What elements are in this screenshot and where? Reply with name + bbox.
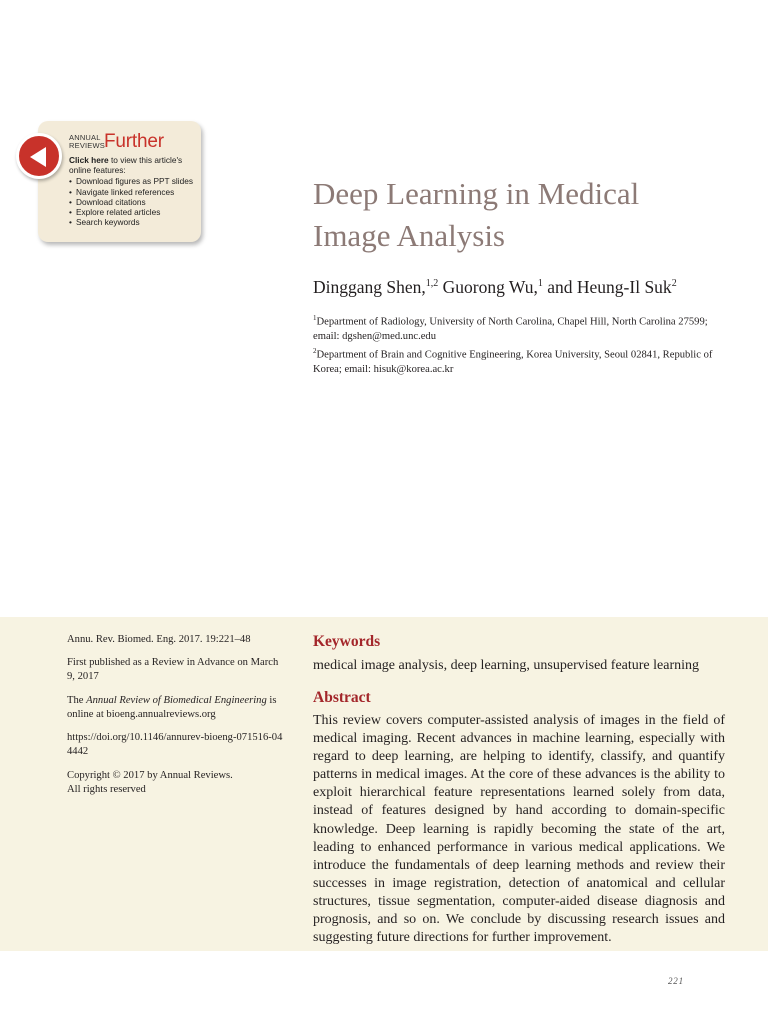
further-description <box>69 155 197 227</box>
left-arrow-icon <box>27 145 51 169</box>
author-affiliation-marker: 2 <box>671 278 677 290</box>
keywords-list: medical image analysis, deep learning, unsupervised feature learning <box>313 658 700 673</box>
rights-text: All rights reserved <box>67 784 146 795</box>
first-published-note: First published as a Review in Advance on March 9, 2017 <box>67 657 279 682</box>
page-number: 221 <box>668 976 684 986</box>
article-title-line-2: Image Analysis <box>313 218 505 253</box>
journal-url-text: is online at bioeng.annualreviews.org <box>67 695 277 720</box>
affiliation-2 <box>313 344 723 377</box>
keywords-heading: Keywords <box>313 633 381 650</box>
affiliation-1 <box>313 311 723 344</box>
author-affiliation-marker: 1,2 <box>425 278 439 290</box>
back-arrow-button[interactable] <box>16 133 62 179</box>
further-wordmark: Further <box>104 131 164 152</box>
further-feature-item[interactable]: • Search keywords <box>69 217 197 227</box>
author-name: Guorong Wu, <box>438 277 538 297</box>
affiliation-marker: 1 <box>313 314 317 322</box>
affiliation-text: Department of Brain and Cognitive Engineering, Korea University, Seoul 02841, Republic of Korea; email: hisuk@korea.ac.kr <box>313 349 713 375</box>
annual-reviews-wordmark: ANNUAL REVIEWS <box>69 133 105 150</box>
affiliation-text: Department of Radiology, University of North Carolina, Chapel Hill, North Carolina 27599; email: dgshen@med.unc.edu <box>313 316 708 342</box>
journal-online-note <box>67 694 287 722</box>
further-feature-item[interactable]: • Explore related articles <box>69 207 197 217</box>
further-feature-item[interactable]: • Download citations <box>69 197 197 207</box>
further-features-list <box>69 176 197 227</box>
affiliation-marker: 2 <box>313 347 317 355</box>
click-here-link[interactable]: Click here <box>69 155 109 165</box>
article-title-line-1: Deep Learning in Medical <box>313 176 640 211</box>
author-name: Dinggang Shen, <box>313 277 426 297</box>
author-affiliation-marker: 1 <box>537 278 543 290</box>
citation-info: Annu. Rev. Biomed. Eng. 2017. 19:221–48 <box>67 634 251 645</box>
author-list <box>313 277 753 298</box>
annual-reviews-further-widget[interactable] <box>16 121 202 244</box>
abstract-body: This review covers computer-assisted analysis of images in the field of medical imaging. Recent advances in machine learning, especially with regard to deep learning, are helping to identify, classify, and quantify patterns in medical images. At the core of these advances is the ability to exploit hierarchical feature representations learned solely from data, instead of features designed by hand according to domain-specific knowledge. Deep learning is rapidly becoming the state of the art, leading to enhanced performance in various medical applications. We introduce the fundamentals of deep learning methods and review their successes in image registration, detection of anatomical and cellular structures, tissue segmentation, computer-aided disease diagnosis and prognosis, and so on. We conclude by discussing research issues and suggesting future directions for further improvement. <box>313 713 725 946</box>
journal-name: Annual Review of Biomedical Engineering <box>86 695 267 706</box>
doi-link[interactable]: https://doi.org/10.1146/annurev-bioeng-071516-044442 <box>67 732 283 757</box>
copyright-text: Copyright © 2017 by Annual Reviews. <box>67 770 233 781</box>
abstract-heading: Abstract <box>313 689 371 706</box>
further-intro-text: to view this article's online features: <box>69 155 183 176</box>
journal-prefix: The <box>67 695 87 706</box>
further-feature-item[interactable]: • Navigate linked references <box>69 187 197 197</box>
copyright-note <box>67 769 287 797</box>
article-title <box>313 173 733 257</box>
author-name: and Heung-Il Suk <box>542 277 672 297</box>
further-feature-item[interactable]: • Download figures as PPT slides <box>69 176 197 186</box>
